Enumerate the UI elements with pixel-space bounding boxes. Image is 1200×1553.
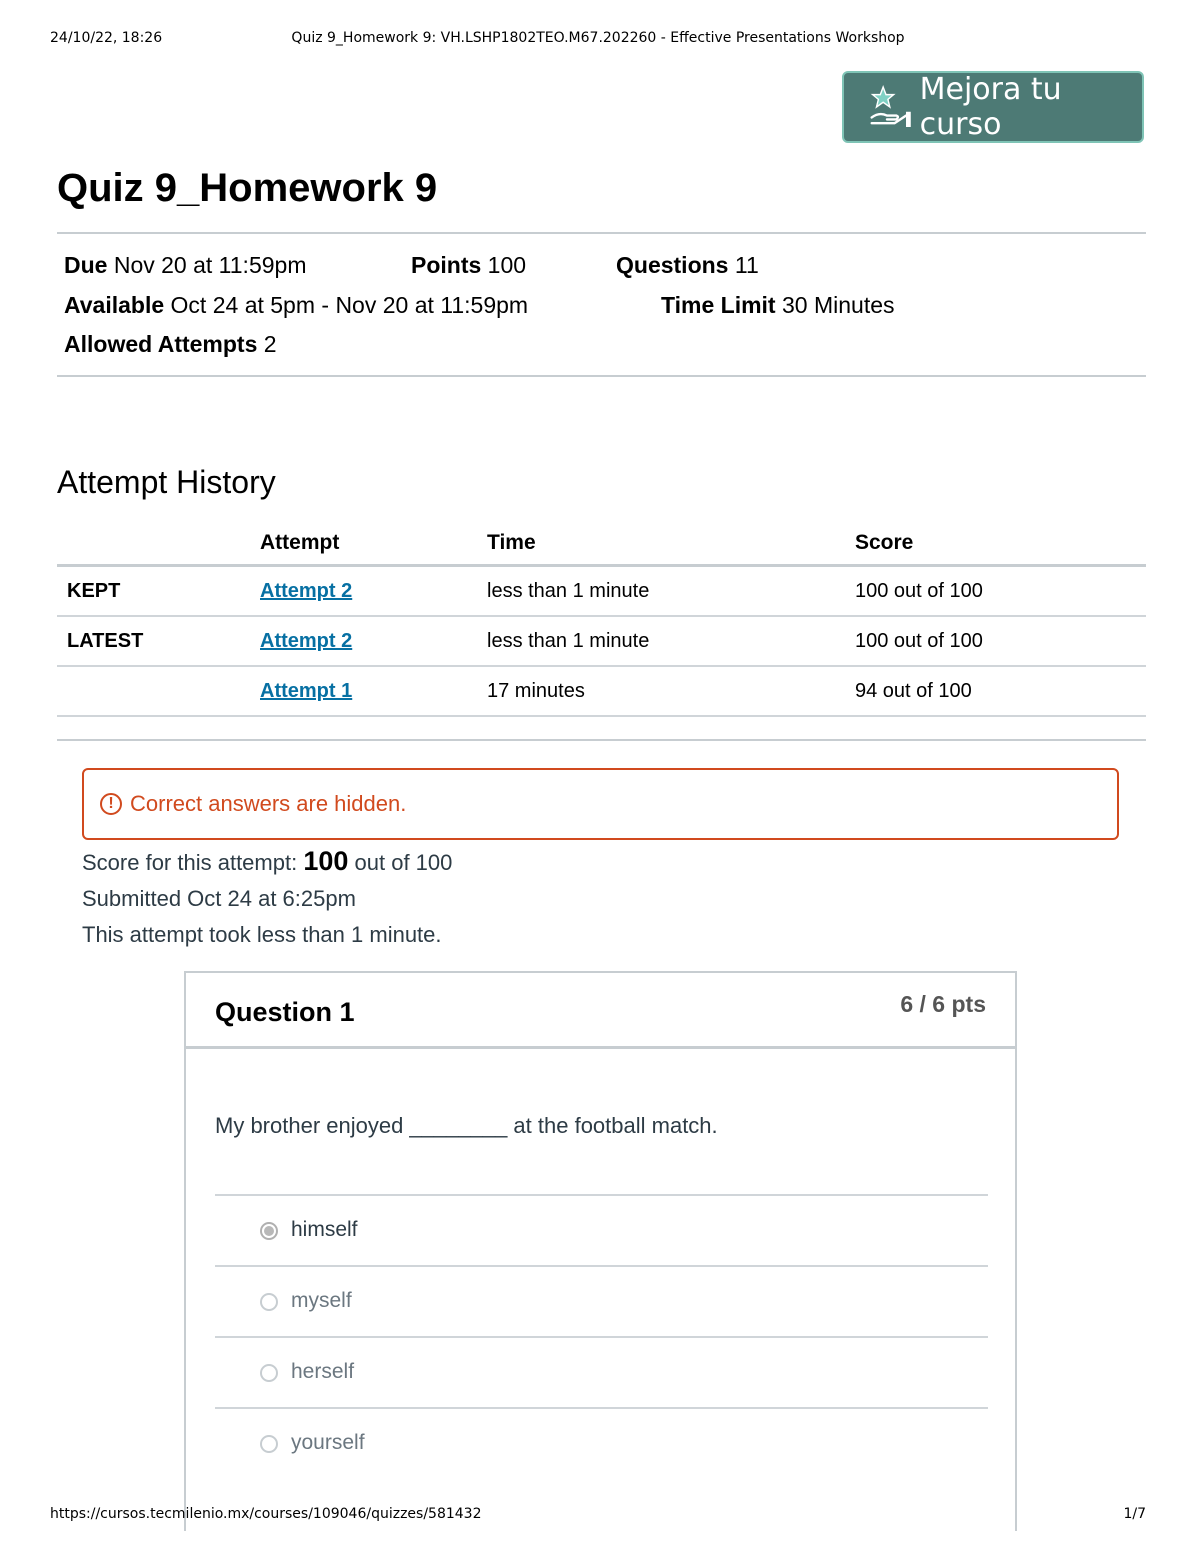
time-limit-value: 30 Minutes	[782, 292, 895, 318]
quiz-title: Quiz 9_Homework 9	[57, 166, 438, 210]
points-label: Points	[411, 252, 482, 278]
table-row	[57, 567, 1146, 617]
submitted-date: Submitted Oct 24 at 6:25pm	[82, 886, 356, 911]
attempt-time: less than 1 minute	[487, 580, 650, 602]
answer-label: yourself	[291, 1431, 365, 1454]
column-header-score: Score	[855, 531, 914, 554]
score-prefix: Score for this attempt:	[82, 850, 298, 875]
improve-course-button[interactable]	[842, 71, 1144, 143]
alert-text: Correct answers are hidden.	[130, 791, 407, 816]
available-value: Oct 24 at 5pm - Nov 20 at 11:59pm	[170, 292, 529, 318]
answer-option[interactable]	[215, 1407, 988, 1478]
radio-icon[interactable]	[260, 1435, 278, 1453]
divider	[57, 739, 1146, 741]
question-title: Question 1	[215, 997, 355, 1027]
answer-list	[215, 1194, 988, 1478]
question-text: My brother enjoyed ________ at the football match.	[215, 1113, 718, 1138]
answer-label: myself	[291, 1289, 352, 1312]
due-date	[64, 252, 306, 279]
attempts-value: 2	[263, 331, 277, 357]
time-limit-label: Time Limit	[661, 292, 776, 318]
print-page-number: 1/7	[1123, 1506, 1146, 1522]
table-header-row	[57, 522, 1146, 567]
answer-label: herself	[291, 1360, 355, 1383]
answer-option[interactable]	[215, 1336, 988, 1407]
attempt-time: less than 1 minute	[487, 630, 650, 652]
print-datetime: 24/10/22, 18:26	[50, 30, 163, 46]
answer-option[interactable]	[215, 1265, 988, 1336]
answer-option[interactable]	[215, 1194, 988, 1265]
column-header-attempt: Attempt	[260, 531, 340, 554]
attempt-score: 100 out of 100	[855, 630, 983, 652]
print-footer	[50, 1506, 1146, 1522]
radio-icon[interactable]	[260, 1364, 278, 1382]
question-card	[184, 971, 1017, 1531]
correct-answers-hidden-alert	[82, 768, 1119, 840]
due-label: Due	[64, 252, 108, 278]
hand-star-icon	[866, 82, 914, 132]
allowed-attempts	[64, 331, 277, 358]
score-value: 100	[303, 846, 349, 876]
print-url: https://cursos.tecmilenio.mx/courses/109046/quizzes/581432	[50, 1506, 482, 1522]
answer-label: himself	[291, 1218, 358, 1241]
attempt-time: 17 minutes	[487, 680, 585, 702]
divider	[57, 232, 1146, 234]
question-header	[186, 973, 1015, 1049]
divider	[57, 375, 1146, 377]
attempt-tag: LATEST	[67, 630, 144, 652]
points-value: 100	[487, 252, 527, 278]
attempt-score: 100 out of 100	[855, 580, 983, 602]
attempt-link[interactable]: Attempt 2	[260, 580, 353, 602]
availability	[64, 292, 528, 319]
questions-value: 11	[734, 252, 759, 278]
points	[411, 252, 526, 279]
questions-count	[616, 252, 759, 279]
attempt-history-table	[57, 522, 1146, 717]
table-row	[57, 667, 1146, 717]
warning-icon: !	[100, 793, 122, 815]
question-points: 6 / 6 pts	[900, 991, 986, 1017]
score-suffix: out of 100	[354, 850, 453, 875]
improve-course-label: Mejora tu curso	[919, 72, 1062, 142]
time-limit	[661, 292, 895, 319]
attempt-link[interactable]: Attempt 1	[260, 680, 353, 702]
column-header-time: Time	[487, 531, 536, 554]
questions-label: Questions	[616, 252, 729, 278]
attempt-history-title: Attempt History	[57, 464, 276, 500]
print-header	[50, 30, 1146, 46]
print-page-title: Quiz 9_Homework 9: VH.LSHP1802TEO.M67.202260 - Effective Presentations Workshop	[291, 30, 905, 46]
table-row	[57, 617, 1146, 667]
attempt-score: 94 out of 100	[855, 680, 972, 702]
radio-icon[interactable]	[260, 1293, 278, 1311]
due-value: Nov 20 at 11:59pm	[113, 252, 307, 278]
attempts-label: Allowed Attempts	[64, 331, 258, 357]
attempt-score	[82, 846, 452, 877]
attempt-tag: KEPT	[67, 580, 121, 602]
attempt-duration: This attempt took less than 1 minute.	[82, 922, 442, 947]
attempt-link[interactable]: Attempt 2	[260, 630, 353, 652]
radio-selected-icon[interactable]	[260, 1222, 278, 1240]
available-label: Available	[64, 292, 165, 318]
